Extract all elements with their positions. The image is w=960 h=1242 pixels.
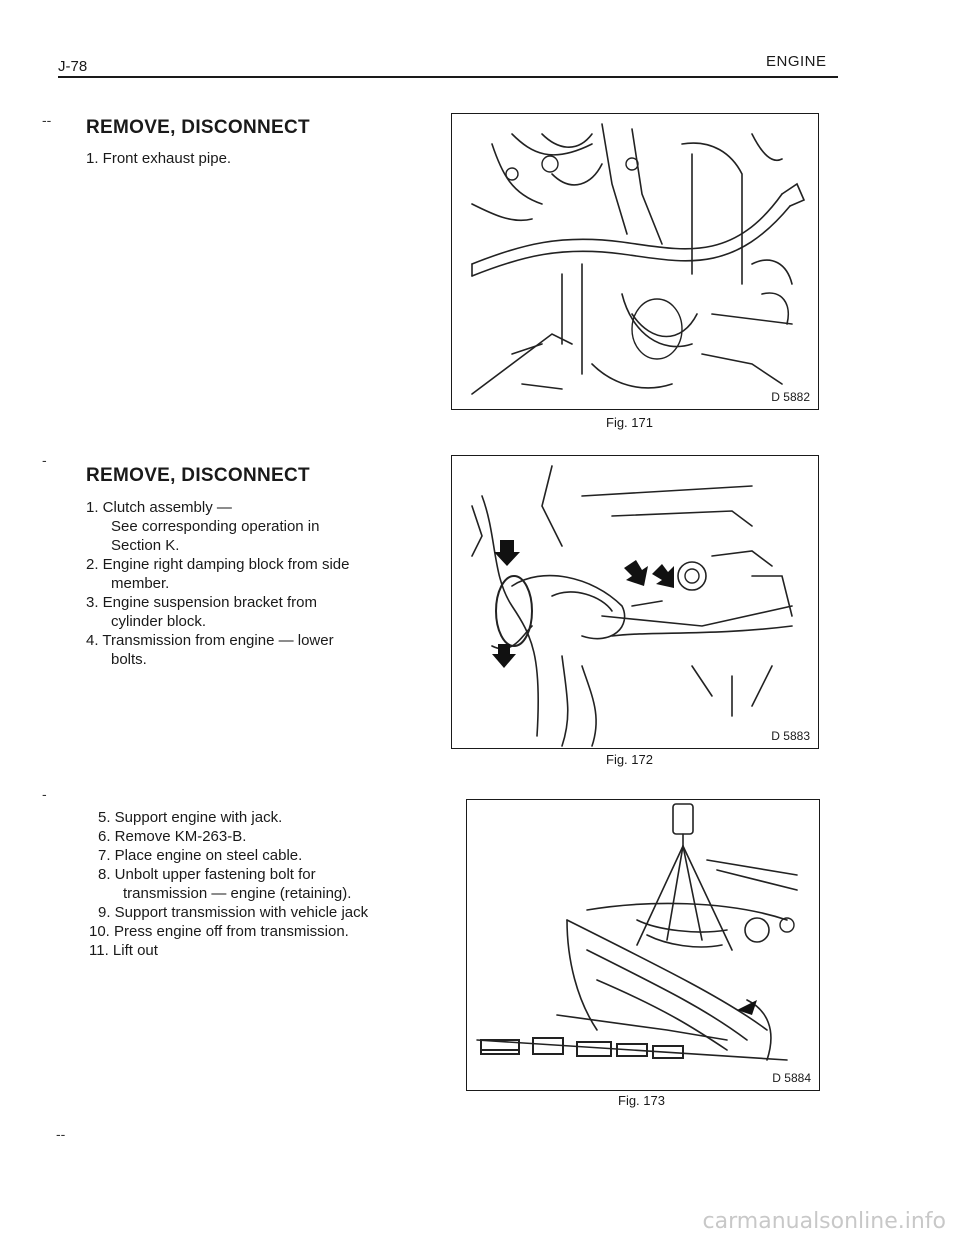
section2-steps: [86, 498, 426, 669]
margin-mark: ‐: [42, 452, 47, 468]
margin-mark: ‐‐: [56, 1126, 66, 1142]
step-text: 3. Engine suspension bracket from: [86, 594, 317, 611]
step-item: [98, 808, 438, 827]
section1-heading: REMOVE, DISCONNECT: [86, 117, 310, 138]
figure-173: [466, 799, 820, 1091]
figure-caption: Fig. 173: [618, 1093, 665, 1108]
margin-mark: ‐‑: [42, 112, 52, 128]
section3-steps: [89, 808, 438, 960]
step-item: [98, 903, 438, 922]
footer-watermark[interactable]: carmanualsonline.info: [702, 1209, 946, 1234]
step-text: 11. Lift out: [89, 942, 158, 959]
section-title: ENGINE: [766, 53, 827, 70]
section1-steps: [86, 149, 416, 168]
step-subtext: cylinder block.: [111, 613, 207, 630]
step-item: [89, 941, 438, 960]
step-item: [86, 498, 426, 555]
step-subtext: Section K.: [111, 537, 180, 554]
figure-code: D 5883: [771, 729, 810, 743]
step-item: [98, 865, 438, 903]
step-item: [86, 555, 426, 593]
step-item: [86, 631, 426, 669]
figure-171-illustration: [452, 114, 818, 409]
header-rule: [58, 76, 838, 78]
step-item: [86, 593, 426, 631]
figure-173-illustration: [467, 800, 819, 1090]
step-text: 10. Press engine off from transmission.: [89, 923, 349, 940]
step-item: 1. Front exhaust pipe.: [86, 150, 232, 167]
step-subtext: bolts.: [111, 651, 147, 668]
step-text: 9. Support transmission with vehicle jack: [98, 904, 369, 921]
figure-171: [451, 113, 819, 410]
step-text: 2. Engine right damping block from side: [86, 556, 350, 573]
step-subtext: See corresponding operation in: [111, 518, 320, 535]
step-subtext: transmission — engine (retaining).: [123, 885, 352, 902]
figure-code: D 5882: [771, 390, 810, 404]
step-subtext: member.: [111, 575, 170, 592]
figure-caption: Fig. 171: [606, 415, 653, 430]
figure-caption: Fig. 172: [606, 752, 653, 767]
step-text: 4. Transmission from engine — lower: [86, 632, 334, 649]
step-text: 7. Place engine on steel cable.: [98, 847, 303, 864]
page-number: J-78: [58, 58, 88, 75]
step-item: [98, 846, 438, 865]
step-item: [89, 922, 438, 941]
step-text: 8. Unbolt upper fastening bolt for: [98, 866, 316, 883]
section2-heading: REMOVE, DISCONNECT: [86, 465, 310, 486]
figure-172-illustration: [452, 456, 818, 748]
figure-code: D 5884: [772, 1071, 811, 1085]
step-text: 5. Support engine with jack.: [98, 809, 283, 826]
margin-mark: ‐: [42, 786, 47, 802]
step-text: 1. Clutch assembly —: [86, 499, 232, 516]
figure-172: [451, 455, 819, 749]
step-text: 6. Remove KM-263-B.: [98, 828, 247, 845]
step-item: [98, 827, 438, 846]
